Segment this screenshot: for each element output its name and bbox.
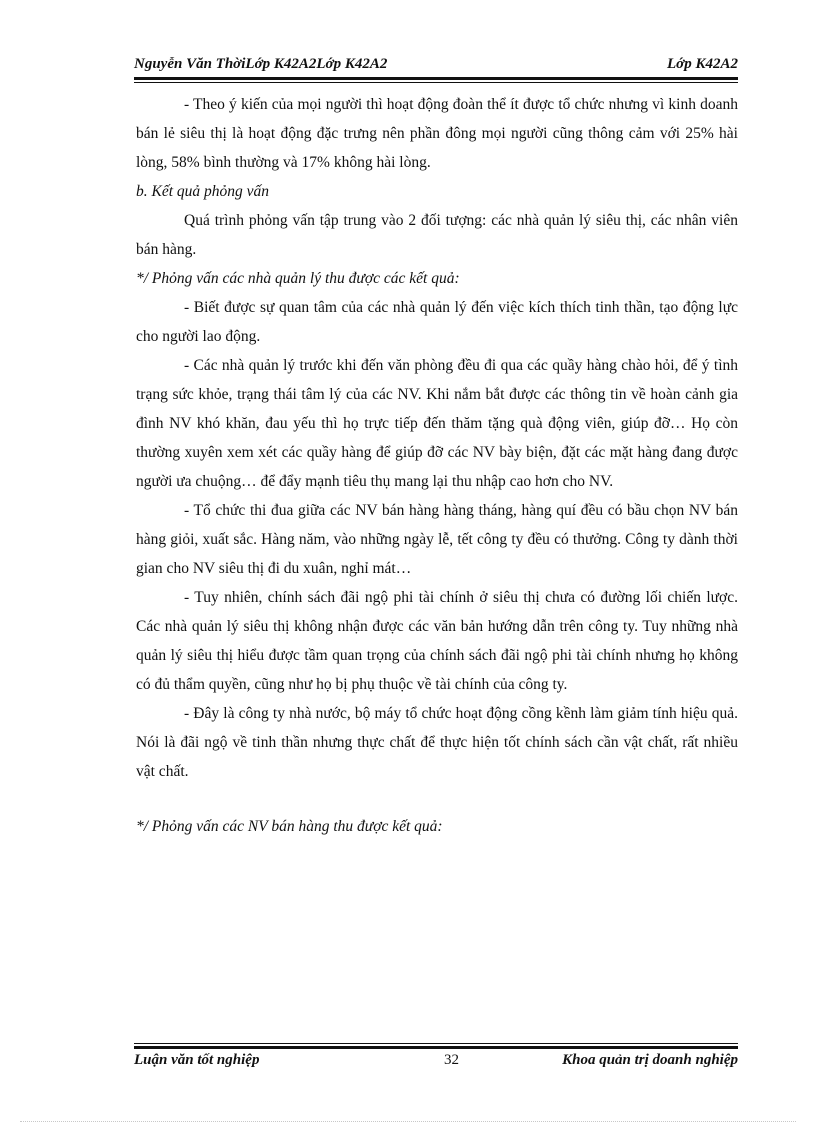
- subheading-manager-interview: */ Phỏng vấn các nhà quản lý thu được các kết quả:: [136, 270, 460, 287]
- section-heading-interview-results: b. Kết quả phỏng vấn: [136, 183, 270, 200]
- header-author-class: Nguyễn Văn ThờiLớp K42A2Lớp K42A2: [134, 56, 388, 72]
- paragraph-competitions: - Tổ chức thi đua giữa các NV bán hàng hàng tháng, hàng quí đều có bầu chọn NV bán hàng giỏi, xuất sắc. Hàng năm, vào những ngày lễ, tết công ty đều có thưởng. Công ty dành thời gian cho NV siêu thị đi du xuân, nghỉ mát…: [136, 502, 738, 577]
- blank-line: [136, 786, 738, 812]
- paragraph-policy-limits: - Tuy nhiên, chính sách đãi ngộ phi tài chính ở siêu thị chưa có đường lối chiến lược. Các nhà quản lý siêu thị không nhận được các văn bản hướng dẫn trên công ty. Tuy những nhà quản lý siêu thị hiểu được tầm quan trọng của chính sách đãi ngộ phi tài chính nhưng họ không có đủ thẩm quyền, cũng như họ bị phụ thuộc về tài chính của công ty.: [136, 589, 738, 693]
- paragraph-interview-scope: Quá trình phỏng vấn tập trung vào 2 đối tượng: các nhà quản lý siêu thị, các nhân viên bán hàng.: [136, 212, 738, 258]
- footer-faculty: Khoa quản trị doanh nghiệp: [562, 1052, 738, 1068]
- document-body: [136, 90, 738, 841]
- page-footer: [134, 1052, 738, 1076]
- header-rule-thin: [134, 82, 738, 83]
- page-number: 32: [444, 1052, 459, 1068]
- paragraph-manager-attention: - Biết được sự quan tâm của các nhà quản lý đến việc kích thích tinh thần, tạo động lực cho người lao động.: [136, 299, 738, 345]
- subheading-staff-interview: */ Phỏng vấn các NV bán hàng thu được kết quả:: [136, 818, 443, 835]
- footer-rule-thick: [134, 1046, 738, 1049]
- paragraph-union-activities: - Theo ý kiến của mọi người thì hoạt động đoàn thể ít được tổ chức nhưng vì kinh doanh bán lẻ siêu thị là hoạt động đặc trưng nên phần đông mọi người cũng thông cảm với 25% hài lòng, 58% bình thường và 17% không hài lòng.: [136, 96, 738, 171]
- page-edge-line: [20, 1121, 796, 1122]
- header-class: Lớp K42A2: [667, 56, 738, 72]
- footer-thesis-label: Luận văn tốt nghiệp: [134, 1052, 260, 1068]
- paragraph-state-company: - Đây là công ty nhà nước, bộ máy tổ chức hoạt động cồng kềnh làm giảm tính hiệu quả. Nói là đãi ngộ về tinh thần nhưng thực chất để thực hiện tốt chính sách cần vật chất, rất nhiều vật chất.: [136, 705, 738, 780]
- footer-rule-thin: [134, 1043, 738, 1044]
- paragraph-manager-visits: - Các nhà quản lý trước khi đến văn phòng đều đi qua các quầy hàng chào hỏi, để ý tình trạng sức khỏe, trạng thái tâm lý của các NV. Khi nắm bắt được các thông tin về hoàn cảnh gia đình NV khó khăn, đau yếu thì họ trực tiếp đến thăm tặng quà động viên, giúp đỡ… Họ còn thường xuyên xem xét các quầy hàng để giúp đỡ các NV bày biện, đặt các mặt hàng đang được người ưa chuộng… để đẩy mạnh tiêu thụ mang lại thu nhập cao hơn cho NV.: [136, 357, 738, 490]
- header-rule-thick: [134, 77, 738, 80]
- page-header: [134, 52, 738, 78]
